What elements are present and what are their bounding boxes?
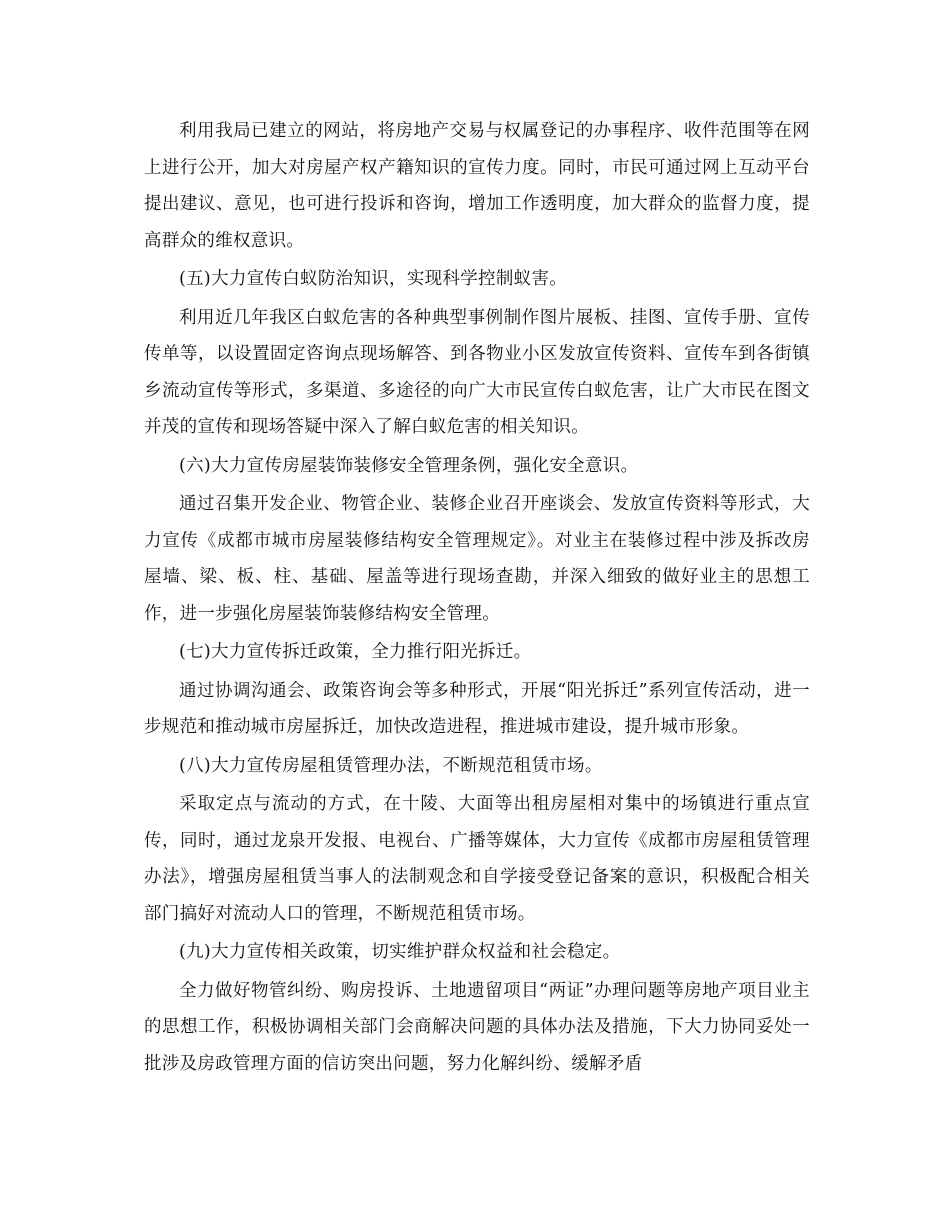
body-paragraph-rental: 采取定点与流动的方式，在十陵、大面等出租房屋相对集中的场镇进行重点宣传，同时，通过龙泉开发报、电视台、广播等媒体，大力宣传《成都市房屋租赁管理办法》，增强房屋租赁当事人的法制观念和自学接受登记备案的意识，积极配合相关部门搞好对流动人口的管理，不断规范租赁市场。 xyxy=(144,794,810,924)
body-paragraph-decoration: 通过召集开发企业、物管企业、装修企业召开座谈会、发放宣传资料等形式，大力宣传《成都市城市房屋装修结构安全管理规定》。对业主在装修过程中涉及拆改房屋墙、梁、板、柱、基础、屋盖等进行现场查勘，并深入细致的做好业主的思想工作，进一步强化房屋装饰装修结构安全管理。 xyxy=(144,494,810,624)
section-heading-5: (五)大力宣传白蚁防治知识，实现科学控制蚁害。 xyxy=(179,269,568,289)
body-paragraph-rights: 全力做好物管纠纷、购房投诉、土地遗留项目“两证”办理问题等房地产项目业主的思想工作，积极协调相关部门会商解决问题的具体办法及措施，下大力协同妥处一批涉及房政管理方面的信访突出问题，努力化解纠纷、缓解矛盾 xyxy=(144,980,810,1074)
section-heading-6: (六)大力宣传房屋装饰装修安全管理条例，强化安全意识。 xyxy=(179,455,639,476)
section-heading-7: (七)大力宣传拆迁政策，全力推行阳光拆迁。 xyxy=(179,642,532,662)
body-paragraph-website: 利用我局已建立的网站，将房地产交易与权属登记的办事程序、收件范围等在网上进行公开，加大对房屋产权产籍知识的宣传力度。同时，市民可通过网上互动平台提出建议、意见，也可进行投诉和咨询，增加工作透明度，加大群众的监督力度，提高群众的维权意识。 xyxy=(144,121,810,251)
section-heading-9: (九)大力宣传相关政策，切实维护群众权益和社会稳定。 xyxy=(179,942,621,962)
body-paragraph-demolition: 通过协调沟通会、政策咨询会等多种形式，开展“阳光拆迁”系列宣传活动，进一步规范和推动城市房屋拆迁，加快改造进程，推进城市建设，提升城市形象。 xyxy=(144,680,810,737)
section-heading-8: (八)大力宣传房屋租赁管理办法，不断规范租赁市场。 xyxy=(179,755,603,776)
body-paragraph-termite: 利用近几年我区白蚁危害的各种典型事例制作图片展板、挂图、宣传手册、宣传传单等，以设置固定咨询点现场解答、到各物业小区发放宣传资料、宣传车到各街镇乡流动宣传等形式，多渠道、多途径的向广大市民宣传白蚁危害，让广大市民在图文并茂的宣传和现场答疑中深入了解白蚁危害的相关知识。 xyxy=(144,307,810,437)
